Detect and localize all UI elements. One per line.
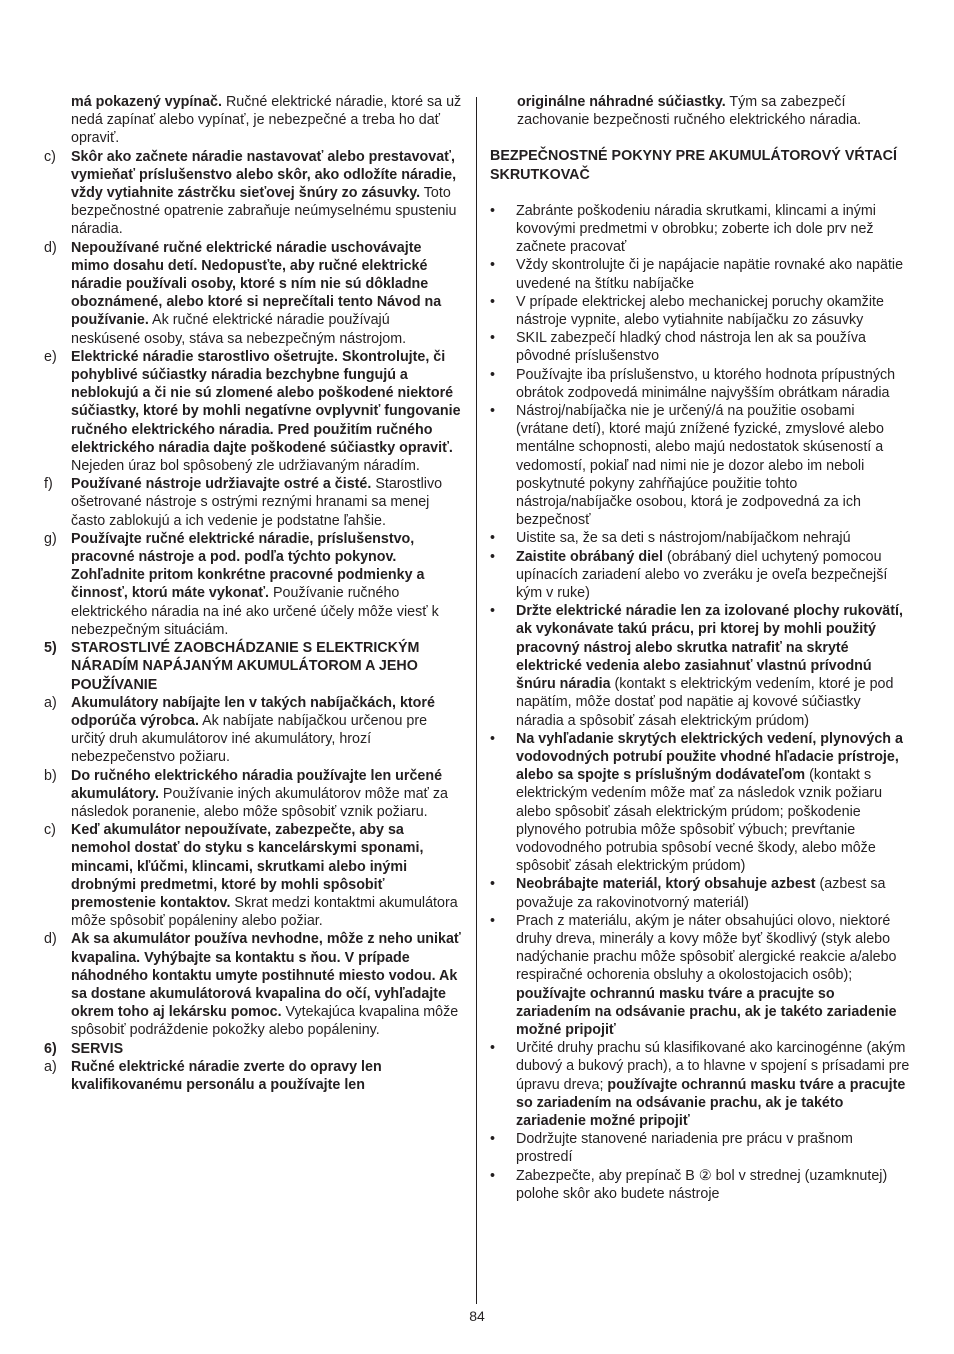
list-item (44, 93, 462, 148)
list-item (44, 1040, 462, 1058)
item-text: Ručné elektrické náradie, ktoré sa už nedá zapínať alebo vypínať, je nebezpečné a treba ho dať opraviť. (71, 94, 462, 147)
bullet-icon: • (490, 876, 496, 893)
bullet-text: (kontakt s elektrickým vedením môže mať za následok vznik požiaru alebo spôsobiť zásah elektrickým prúdom; poškodenie plynového potrubia môže spôsobiť výbuch; prevŕtanie vodovodného potrubia spôsobí vecné škody, alebo môže spôsobiť zásah elektrickým prúdom) (516, 767, 883, 875)
item-label: c) (44, 148, 56, 165)
item-text: Používanie iných akumulátorov môže mať za následok poranenie, alebo môže spôsobiť vznik požiaru. (71, 785, 448, 820)
item-label: 5) (44, 640, 57, 657)
left-column (44, 93, 462, 1094)
item-label: f) (44, 476, 53, 493)
item-label: d) (44, 931, 57, 948)
item-label: 6) (44, 1040, 57, 1057)
bullet-icon: • (490, 912, 496, 929)
bullet-icon: • (490, 403, 496, 420)
bullet-item (490, 730, 910, 876)
bullet-icon: • (490, 730, 496, 747)
bullet-bold-text: Držte elektrické náradie len za izolované plochy rukovätí, ak vykonávate takú prácu, pri ktorej by mohli použitý pracovný nástroj alebo skrutka natrafiť na skryté elektrické vedenia alebo zasiahnuť vlastnú prívodnú šnúru náradia (516, 603, 903, 693)
item-bold-text: Nepoužívané ručné elektrické náradie uschovávajte mimo dosahu detí. Nedopusťte, aby ručné elektrické náradie používali osoby, ktoré s ním nie sú dôkladne oboznámené, alebo ktoré si neprečítali tento Návod na používanie. (71, 239, 442, 329)
bullet-text: (obrábaný diel uchytený pomocou upínacích zariadení alebo vo zveráku je oveľa bezpečnejší kým v ruke) (516, 548, 888, 602)
bullet-icon: • (490, 1040, 496, 1057)
bullet-text: Dodržujte stanovené nariadenia pre prácu v prašnom prostredí (516, 1131, 853, 1166)
list-item (44, 639, 462, 694)
bullet-text: Prach z materiálu, akým je náter obsahujúci olovo, niektoré druhy dreva, minerály a kovy môže byť škodlivý (styk alebo nadýchanie prachu môže spôsobiť alergické reakcie a/alebo respiračné ochorenia obsluhy a okolostojacich osôb); (516, 912, 897, 984)
continued-paragraph (490, 93, 910, 129)
item-text: Ak nabíjate nabíjačkou určenou pre určitý druh akumulátorov iné akumulátory, hrozí nebezpečenstvo požiaru. (71, 712, 428, 766)
list-item (44, 475, 462, 530)
item-bold-text: Do ručného elektrického náradia používajte len určené akumulátory. (71, 767, 443, 802)
bullet-item (490, 912, 910, 1039)
item-bold-text: Akumulátory nabíjajte len v takých nabíjačkách, ktoré odporúča výrobca. (71, 694, 435, 729)
bullet-item (490, 1039, 910, 1130)
item-bold-text: Elektrické náradie starostlivo ošetrujte. Skontrolujte, či pohyblivé súčiastky náradia bezchybne fungujú a neblokujú a či nie sú zlomené alebo poškodené niektoré súčiastky, ktoré by mohli negatívne ovplyvniť fungovanie ručného elektrického náradia. Pred použitím ručného elektrického náradia dajte poškodené súčiastky opraviť. (71, 348, 461, 456)
list-item (44, 694, 462, 767)
page-number: 84 (469, 1308, 485, 1324)
continued-bold: originálne náhradné súčiastky. (517, 94, 726, 110)
column-divider (476, 97, 477, 1304)
bullet-icon: • (490, 603, 496, 620)
item-label: b) (44, 767, 57, 784)
bullet-text: Určité druhy prachu sú klasifikované ako karcinogénne (akým dubový a bukový prach), a to hlavne v spojení s prísadami pre úpravu dreva; (516, 1040, 910, 1093)
item-bold-text: má pokazený vypínač. (71, 94, 222, 110)
bullet-text: Nástroj/nabíjačka nie je určený/á na použitie osobami (vrátane detí), ktoré majú znížené fyzické, zmyslové alebo mentálne schopnosti, alebo majú nedostatok skúseností a vedomostí, pokiaľ nad nimi nie je dozor alebo im neboli poskytnuté pokyny zahŕňajúce použitie tohto nástroja/nabíjačke osobou, ktorá je zodpovedná za ich bezpečnosť (516, 403, 884, 529)
bullet-list (490, 202, 910, 1203)
bullet-item (490, 548, 910, 603)
bullet-text: (kontakt s elektrickým vedením, ktoré je pod napätím, môže dostať pod napätie aj kovové súčiastky náradia a spôsobiť zásah elektrickým prúdom) (516, 676, 894, 729)
item-label: a) (44, 1058, 57, 1075)
right-column (490, 93, 910, 1203)
item-text: Starostlivo ošetrované nástroje s ostrými reznými hranami sa menej často zablokujú a ich vedenie je podstatne ľahšie. (71, 476, 443, 529)
bullet-icon: • (490, 1131, 496, 1148)
list-item (44, 530, 462, 639)
list-item (44, 767, 462, 822)
item-label: a) (44, 694, 57, 711)
item-bold-text: STAROSTLIVÉ ZAOBCHÁDZANIE S ELEKTRICKÝM NÁRADÍM NAPÁJANÝM AKUMULÁTOROM A JEHO POUŽÍVANIE (71, 640, 420, 693)
bullet-item (490, 202, 910, 257)
item-label: c) (44, 822, 56, 839)
bullet-item (490, 293, 910, 329)
bullet-icon: • (490, 530, 496, 547)
bullet-icon: • (490, 1167, 496, 1184)
bullet-text: Uistite sa, že sa deti s nástrojom/nabíjačkom nehrajú (516, 530, 851, 547)
item-text: Ak ručné elektrické náradie používajú neskúsené osoby, stáva sa nebezpečným nástrojom. (71, 312, 407, 347)
list-item (44, 930, 462, 1039)
bullet-bold-text: Zaistite obrábaný diel (516, 548, 663, 565)
bullet-bold-text: Neobrábajte materiál, ktorý obsahuje azbest (516, 876, 816, 893)
item-bold-text: Ak sa akumulátor používa nevhodne, môže z neho unikať kvapalina. Vyhýbajte sa kontaktu s ňou. V prípade náhodného kontaktu umyte postihnuté miesto vodou. Ak sa dostane akumulátorová kvapalina do očí, vyhľadajte okrem toho aj lekársku pomoc. (71, 931, 461, 1021)
bullet-item (490, 256, 910, 292)
item-text: Vytekajúca kvapalina môže spôsobiť podráždenie pokožky alebo popáleniny. (71, 1004, 459, 1039)
bullet-icon: • (490, 257, 496, 274)
bullet-item (490, 402, 910, 529)
bullet-icon: • (490, 202, 496, 219)
bullet-item (490, 329, 910, 365)
item-label (44, 93, 71, 148)
item-bold-text: Skôr ako začnete náradie nastavovať alebo prestavovať, vymieňať príslušenstvo alebo skôr, ako odložíte náradie, vždy vytiahnite zástrčku sieťovej šnúry zo zásuvky. (71, 148, 457, 202)
bullet-text: Zabezpečte, aby prepínač B ② bol v strednej (uzamknutej) polohe skôr ako budete nástroje (516, 1167, 888, 1202)
bullet-item (490, 1130, 910, 1166)
item-text: Skrat medzi kontaktmi akumulátora môže spôsobiť popáleniny alebo požiar. (71, 894, 458, 930)
list-item (44, 821, 462, 930)
bullet-bold-text: používajte ochrannú masku tváre a pracujte so zariadením na odsávanie prachu, ak je takéto zariadenie možné pripojiť (516, 1076, 906, 1129)
bullet-item (490, 875, 910, 911)
item-label: g) (44, 530, 57, 547)
item-bold-text: Používajte ručné elektrické náradie, príslušenstvo, pracovné nástroje a pod. podľa týchto pokynov. Zohľadnite pritom konkrétne pracovné podmienky a činnosť, ktorú máte vykonať. (71, 530, 425, 602)
item-label: e) (44, 348, 57, 365)
list-item (44, 1058, 462, 1094)
bullet-text: Zabránte poškodeniu náradia skrutkami, klincami a inými kovovými predmetmi v obrobku; zoberte ich dole prv než začnete pracovať (516, 202, 876, 256)
list-item (44, 239, 462, 348)
bullet-item (490, 529, 910, 547)
bullet-text: Používajte iba príslušenstvo, u ktorého hodnota prípustných obrátok zodpovedá minimálne najvyšším obrátkam náradia (516, 366, 896, 401)
item-bold-text: Používané nástroje udržiavajte ostré a čisté. (71, 476, 372, 493)
list-item (44, 148, 462, 239)
item-bold-text: SERVIS (71, 1040, 124, 1057)
item-text: Toto bezpečnostné opatrenie zabraňuje neúmyselnému spusteniu náradia. (71, 185, 457, 238)
item-label: d) (44, 239, 57, 256)
bullet-bold-text: používajte ochrannú masku tváre a pracujte so zariadením na odsávanie prachu, ak je takéto zariadenie možné pripojiť (516, 985, 897, 1038)
continued-text: Tým sa zabezpečí zachovanie bezpečnosti ručného elektrického náradia. (517, 94, 862, 129)
section-heading: BEZPEČNOSTNÉ POKYNY PRE AKUMULÁTOROVÝ VŔTACÍ SKRUTKOVAČ (490, 148, 897, 183)
bullet-icon: • (490, 548, 496, 565)
bullet-icon: • (490, 330, 496, 347)
bullet-text: V prípade elektrickej alebo mechanickej poruchy okamžite nástroje vypnite, alebo vytiahnite nabíjačku zo zásuvky (516, 293, 884, 329)
list-item (44, 348, 462, 475)
item-bold-text: Keď akumulátor nepoužívate, zabezpečte, aby sa nemohol dostať do styku s kancelárskymi sponami, mincami, kľúčmi, klincami, skrutkami alebo inými drobnými predmetmi, ktoré by mohli spôsobiť premostenie kontaktov. (71, 822, 424, 911)
bullet-item (490, 602, 910, 729)
bullet-text: Vždy skontrolujte či je napájacie napätie rovnaké ako napätie uvedené na štítku nabíjačke (516, 257, 904, 292)
bullet-text: (azbest sa považuje za rakovinotvorný materiál) (516, 876, 886, 911)
bullet-bold-text: Na vyhľadanie skrytých elektrických vedení, plynových a vodovodných potrubí použite vhodné hľadacie prístroje, alebo sa spojte s príslušným dodávateľom (516, 730, 903, 784)
bullet-item (490, 1167, 910, 1203)
item-bold-text: Ručné elektrické náradie zverte do opravy len kvalifikovanému personálu a používajte len (71, 1058, 382, 1093)
bullet-item (490, 366, 910, 402)
bullet-text: SKIL zabezpečí hladký chod nástroja len ak sa používa pôvodné príslušenstvo (516, 330, 866, 365)
bullet-icon: • (490, 366, 496, 383)
item-text: Používanie ručného elektrického náradia na iné ako určené účely môže viesť k nebezpečným situáciám. (71, 585, 439, 638)
item-text: Nejeden úraz bol spôsobený zle udržiavaným náradím. (71, 458, 420, 475)
bullet-icon: • (490, 293, 496, 310)
